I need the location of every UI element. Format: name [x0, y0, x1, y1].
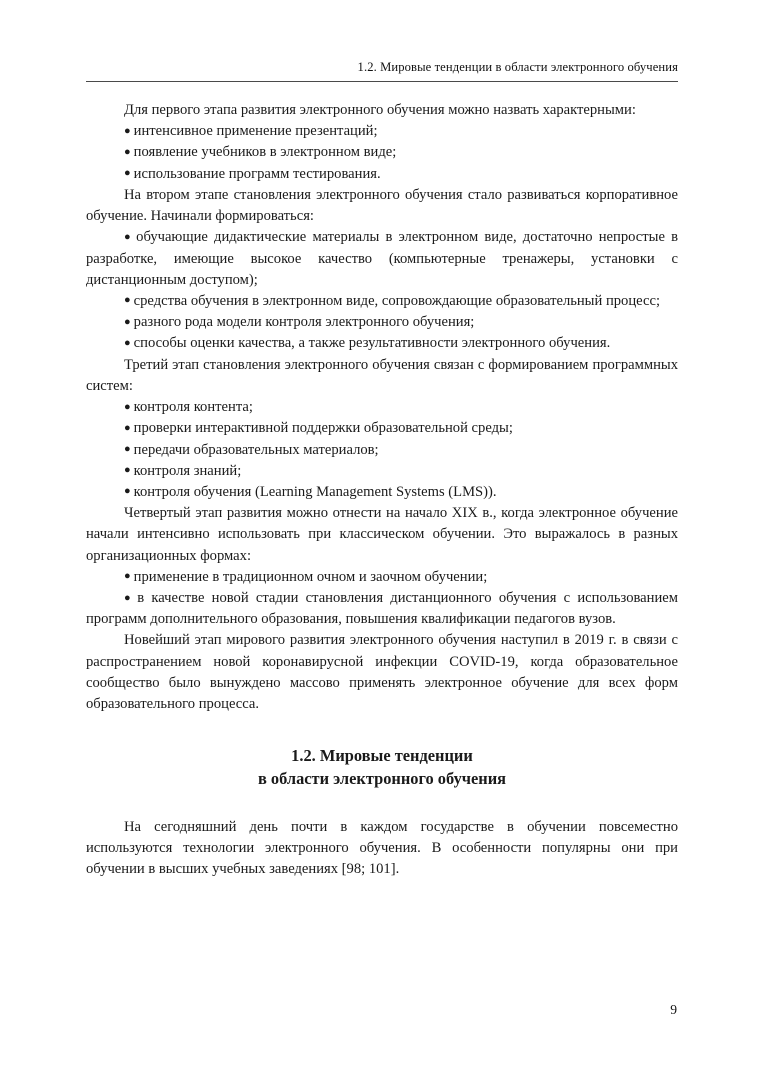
body-text-block-after-section [86, 817, 678, 881]
bullet-item [86, 121, 678, 142]
bullet-item-label: проверки интерактивной поддержки образовательной среды; [133, 420, 513, 437]
body-text-block-before-section [86, 100, 678, 715]
bullet-item [86, 164, 678, 185]
bullet-marker-icon: ● [124, 485, 131, 498]
bullet-marker-icon: ● [124, 294, 131, 307]
bullet-item [86, 567, 678, 588]
bullet-item-label: контроля обучения (Learning Management Systems (LMS)). [133, 483, 497, 500]
bullet-marker-icon: ● [124, 124, 131, 137]
bullet-marker-icon: ● [124, 400, 131, 413]
bullet-item [86, 227, 678, 291]
bullet-item [86, 333, 678, 354]
bullet-item-label: использование программ тестирования. [133, 165, 381, 182]
bullet-item-label: обучающие дидактические материалы в электронном виде, достаточно непростые в разработке, имеющие высокое качество (компьютерные тренажеры, установки с дистанционным доступом); [86, 229, 678, 288]
bullet-item-label: передачи образовательных материалов; [133, 441, 379, 458]
section-heading-line-1: 1.2. Мировые тенденции [291, 746, 473, 766]
bullet-item [86, 291, 678, 312]
bullet-item-label: средства обучения в электронном виде, сопровождающие образовательный процесс; [133, 292, 661, 309]
bullet-marker-icon: ● [124, 443, 131, 455]
bullet-item-label: применение в традиционном очном и заочном обучении; [133, 568, 488, 585]
bullet-item [86, 461, 678, 482]
bullet-marker-icon: ● [124, 230, 134, 243]
page-content [86, 60, 678, 880]
bullet-item-label: контроля знаний; [133, 462, 242, 479]
bullet-item [86, 588, 678, 630]
bullet-item [86, 418, 678, 439]
bullet-marker-icon: ● [124, 145, 131, 158]
bullet-marker-icon: ● [124, 421, 131, 434]
bullet-marker-icon: ● [124, 591, 135, 604]
page-number: 9 [670, 1002, 677, 1017]
bullet-item-label: разного рода модели контроля электронного обучения; [133, 314, 475, 331]
paragraph: Третий этап становления электронного обучения связан с формированием программных систем: [86, 356, 678, 394]
paragraph: На втором этапе становления электронного обучения стало развиваться корпоративное обучение. Начинали формироваться: [86, 186, 678, 225]
bullet-marker-icon: ● [124, 464, 131, 477]
bullet-item [86, 142, 678, 163]
running-head: 1.2. Мировые тенденции в области электронного обучения [86, 60, 678, 82]
bullet-item-label: в качестве новой стадии становления дистанционного обучения с использованием программ дополнительного образования, повышения квалификации педагогов вузов. [86, 590, 678, 628]
bullet-marker-icon: ● [124, 336, 131, 349]
bullet-item-label: появление учебников в электронном виде; [133, 144, 397, 161]
section-heading-line-2: в области электронного обучения [257, 768, 507, 788]
bullet-item [86, 397, 678, 418]
bullet-item [86, 312, 678, 333]
bullet-item [86, 440, 678, 461]
section-heading [86, 745, 678, 790]
bullet-marker-icon: ● [124, 167, 131, 180]
bullet-item [86, 482, 678, 503]
bullet-item-label: интенсивное применение презентаций; [133, 123, 378, 140]
bullet-marker-icon: ● [124, 315, 131, 328]
paragraph: На сегодняшний день почти в каждом государстве в обучении повсеместно используются технологии электронного обучения. В особенности популярны они при обучении в высших учебных заведениях [98; 101]. [86, 818, 678, 878]
bullet-item-label: контроля контента; [133, 399, 253, 416]
paragraph: Для первого этапа развития электронного обучения можно назвать характерными: [124, 102, 636, 118]
bullet-marker-icon: ● [124, 570, 131, 583]
bullet-item-label: способы оценки качества, а также результативности электронного обучения. [133, 335, 611, 352]
paragraph: Новейший этап мирового развития электронного обучения наступил в 2019 г. в связи с распространением новой коронавирусной инфекции COVID-19, когда образовательное сообщество было вынуждено массово применять электронное обучение для всех форм образовательного процесса. [86, 632, 678, 713]
paragraph: Четвертый этап развития можно отнести на начало XIX в., когда электронное обучение начали интенсивно использовать при классическом обучении. Это выражалось в разных организационных формах: [86, 505, 678, 564]
